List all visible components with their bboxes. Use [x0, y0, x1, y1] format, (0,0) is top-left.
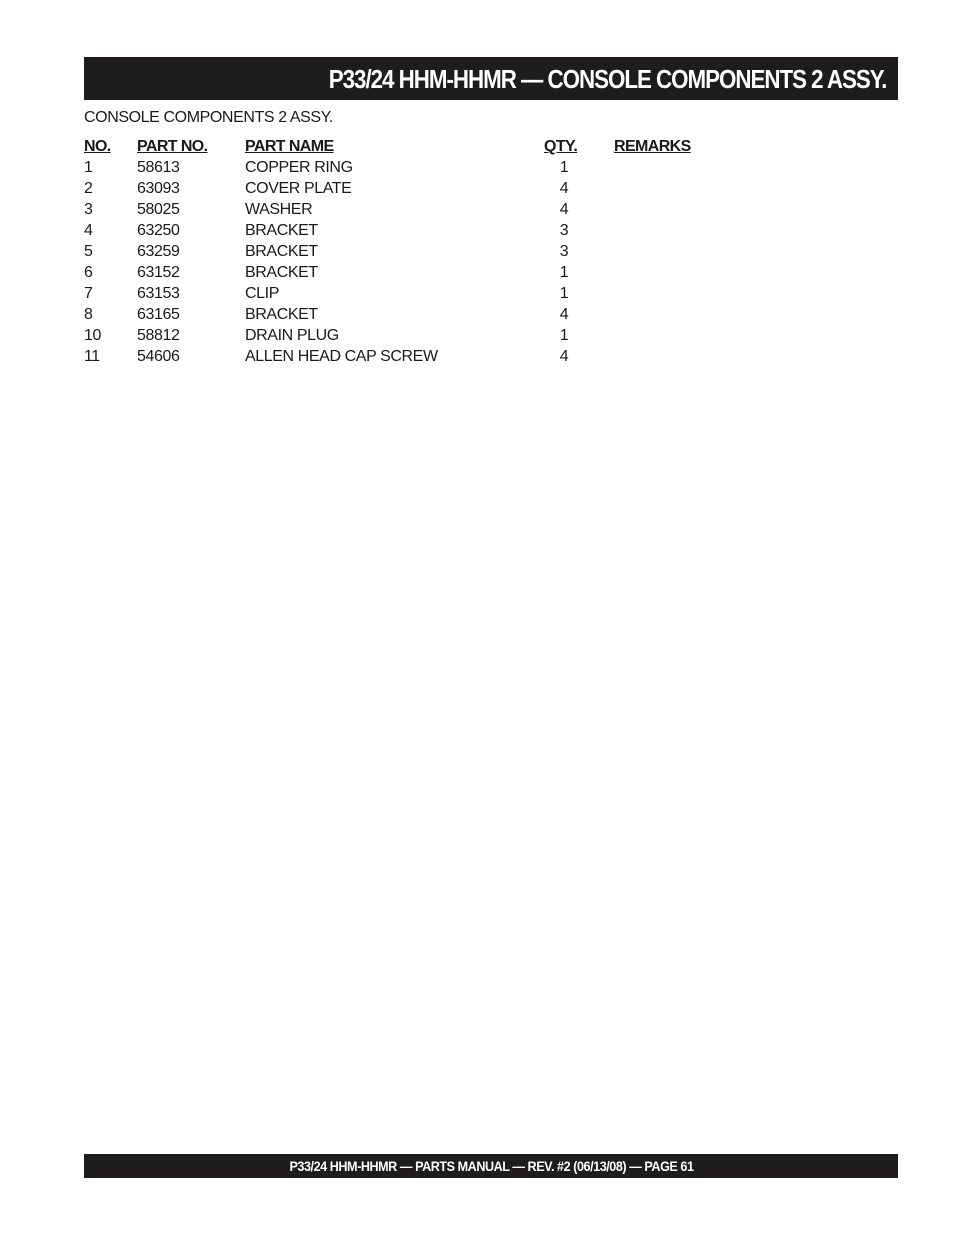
- table-row: [84, 157, 784, 178]
- table-row: [84, 262, 784, 283]
- table-row: [84, 304, 784, 325]
- cell-part-name: WASHER: [245, 201, 313, 218]
- cell-no: 10: [84, 327, 101, 344]
- cell-part-name: COVER PLATE: [245, 180, 352, 197]
- table-row: [84, 199, 784, 220]
- cell-part-no: 63153: [137, 285, 180, 302]
- cell-qty: 1: [559, 327, 569, 344]
- cell-part-name: CLIP: [245, 285, 279, 302]
- cell-part-name: ALLEN HEAD CAP SCREW: [245, 348, 438, 365]
- cell-no: 2: [84, 180, 93, 197]
- column-header-part-name: PART NAME: [245, 138, 334, 155]
- cell-no: 6: [84, 264, 93, 281]
- cell-no: 1: [84, 159, 93, 176]
- cell-part-no: 63152: [137, 264, 180, 281]
- table-row: [84, 325, 784, 346]
- table-row: [84, 241, 784, 262]
- page-title: P33/24 HHM-HHMR — CONSOLE COMPONENTS 2 ASSY.: [328, 63, 886, 94]
- cell-part-no: 58025: [137, 201, 180, 218]
- cell-part-name: BRACKET: [245, 306, 318, 323]
- cell-qty: 3: [559, 222, 569, 239]
- cell-qty: 1: [559, 285, 569, 302]
- cell-part-no: 58812: [137, 327, 180, 344]
- cell-qty: 4: [559, 201, 569, 218]
- cell-qty: 4: [559, 306, 569, 323]
- cell-no: 4: [84, 222, 93, 239]
- column-header-remarks: REMARKS: [614, 138, 691, 155]
- cell-no: 7: [84, 285, 93, 302]
- cell-qty: 4: [559, 180, 569, 197]
- section-title: CONSOLE COMPONENTS 2 ASSY.: [84, 109, 333, 126]
- cell-part-name: BRACKET: [245, 222, 318, 239]
- cell-part-name: BRACKET: [245, 243, 318, 260]
- page-header-bar: [84, 57, 898, 100]
- cell-no: 11: [84, 348, 100, 365]
- table-row: [84, 220, 784, 241]
- cell-qty: 1: [559, 159, 569, 176]
- cell-qty: 4: [559, 348, 569, 365]
- column-header-part-no: PART NO.: [137, 138, 208, 155]
- column-header-no: NO.: [84, 138, 111, 155]
- cell-part-no: 58613: [137, 159, 180, 176]
- cell-part-name: DRAIN PLUG: [245, 327, 339, 344]
- cell-qty: 1: [559, 264, 569, 281]
- page-footer-bar: [84, 1154, 898, 1178]
- cell-no: 3: [84, 201, 93, 218]
- cell-part-no: 63165: [137, 306, 180, 323]
- parts-table: [84, 136, 784, 367]
- table-row: [84, 346, 784, 367]
- cell-part-no: 54606: [137, 348, 180, 365]
- cell-part-no: 63093: [137, 180, 180, 197]
- cell-part-name: BRACKET: [245, 264, 318, 281]
- column-header-qty: QTY.: [544, 138, 578, 155]
- table-row: [84, 178, 784, 199]
- cell-no: 8: [84, 306, 93, 323]
- table-row: [84, 283, 784, 304]
- cell-part-no: 63259: [137, 243, 180, 260]
- cell-qty: 3: [559, 243, 569, 260]
- table-header-row: [84, 136, 784, 157]
- cell-part-no: 63250: [137, 222, 180, 239]
- cell-part-name: COPPER RING: [245, 159, 353, 176]
- page-footer-text: P33/24 HHM-HHMR — PARTS MANUAL — REV. #2 (06/13/08) — PAGE 61: [288, 1158, 694, 1174]
- cell-no: 5: [84, 243, 93, 260]
